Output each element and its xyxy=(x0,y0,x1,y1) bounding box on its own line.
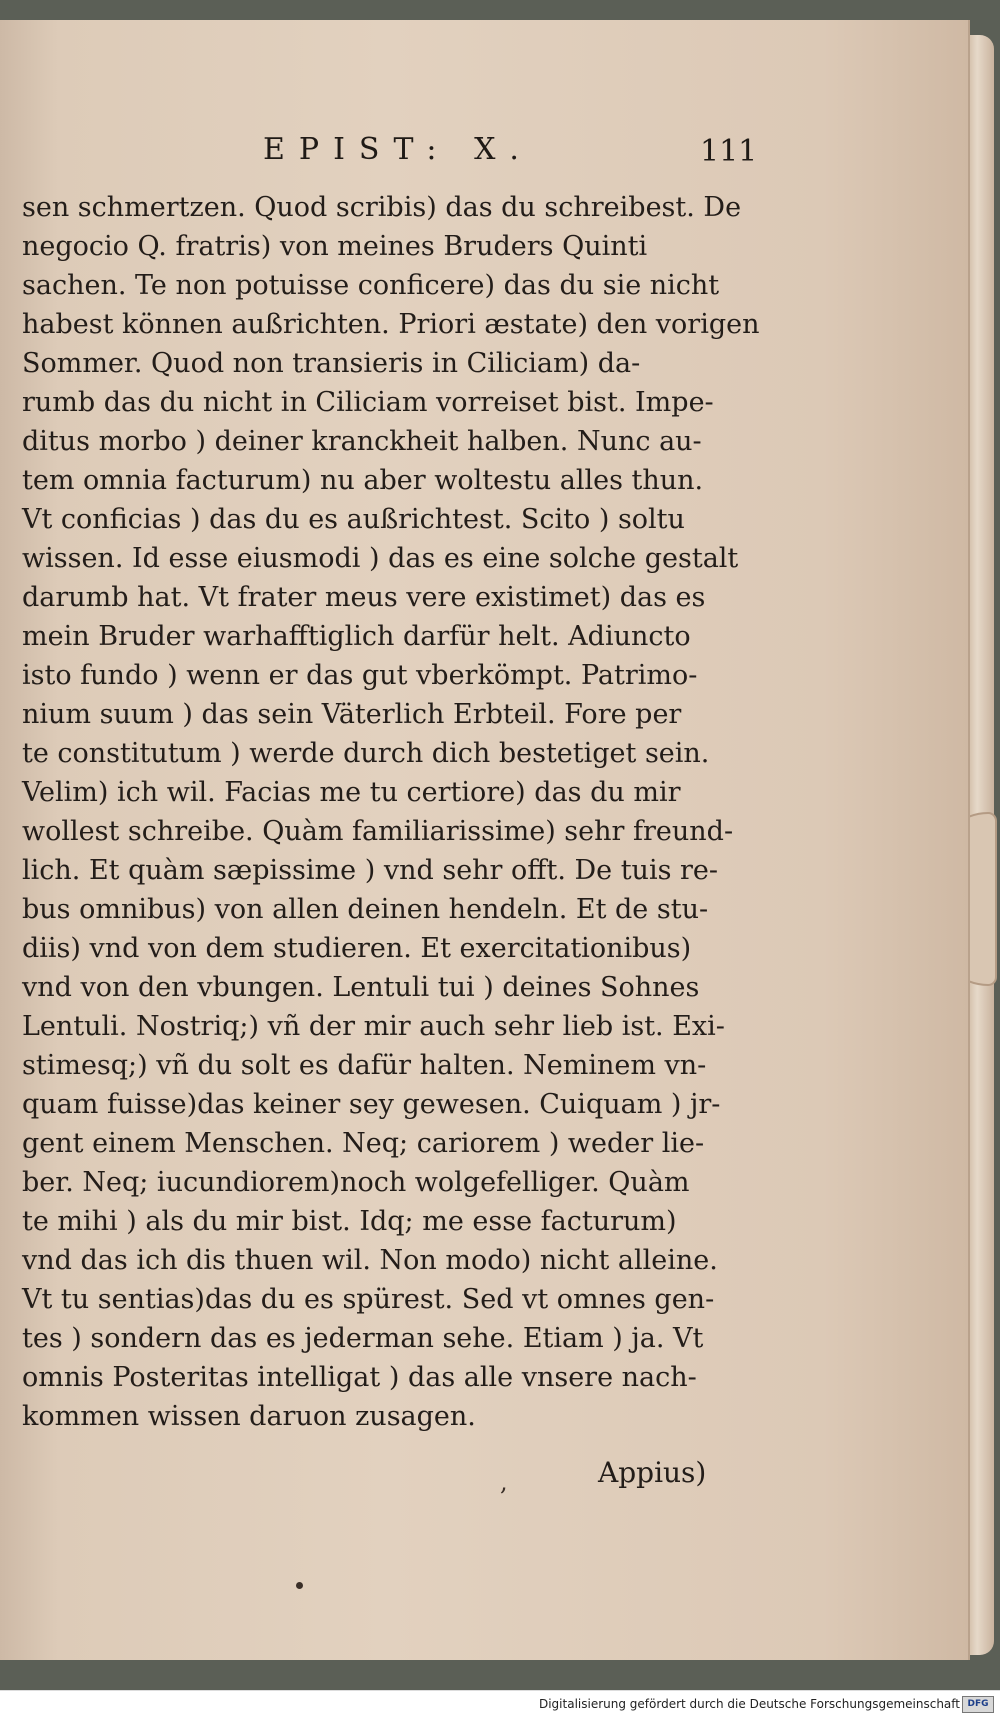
text-line: darumb hat. Vt frater meus vere existimet) das es xyxy=(22,582,706,613)
page-number: 111 xyxy=(700,134,758,169)
dfg-logo-icon: DFG xyxy=(962,1696,994,1713)
text-line: habest können außrichten. Priori æstate) den vorigen xyxy=(22,309,760,340)
body-text xyxy=(22,188,760,1436)
text-line: wissen. Id esse eiusmodi ) das es eine solche gestalt xyxy=(22,543,739,574)
text-line: te mihi ) als du mir bist. Idq; me esse facturum) xyxy=(22,1206,677,1237)
ink-spot xyxy=(296,1582,303,1589)
text-line: mein Bruder warhafftiglich darfür helt. Adiuncto xyxy=(22,621,691,652)
text-line: tes ) sondern das es jederman sehe. Etiam ) ja. Vt xyxy=(22,1323,704,1354)
running-title: EPIST: X. xyxy=(263,132,533,167)
text-line: wollest schreibe. Quàm familiarissime) sehr freund- xyxy=(22,816,734,847)
text-line: vnd das ich dis thuen wil. Non modo) nicht alleine. xyxy=(22,1245,718,1276)
text-line: rumb das du nicht in Ciliciam vorreiset bist. Impe- xyxy=(22,387,714,418)
text-line: Vt conficias ) das du es außrichtest. Scito ) soltu xyxy=(22,504,685,535)
page-header xyxy=(0,132,968,172)
text-line: kommen wissen daruon zusagen. xyxy=(22,1401,476,1432)
digitization-footer xyxy=(0,1690,1000,1720)
text-line: nium suum ) das sein Väterlich Erbteil. Fore per xyxy=(22,699,682,730)
catchword: Appius) xyxy=(598,1456,707,1489)
text-line: ditus morbo ) deiner kranckheit halben. Nunc au- xyxy=(22,426,702,457)
text-line: te constitutum ) werde durch dich bestetiget sein. xyxy=(22,738,710,769)
text-line: sen schmertzen. Quod scribis) das du schreibest. De xyxy=(22,192,742,223)
text-line: gent einem Menschen. Neq; cariorem ) weder lie- xyxy=(22,1128,705,1159)
text-line: tem omnia facturum) nu aber woltestu alles thun. xyxy=(22,465,704,496)
ink-mark: , xyxy=(500,1468,508,1496)
text-line: omnis Posteritas intelligat ) das alle vnsere nach- xyxy=(22,1362,697,1393)
text-line: negocio Q. fratris) von meines Bruders Quinti xyxy=(22,231,648,262)
text-line: diis) vnd von dem studieren. Et exercitationibus) xyxy=(22,933,692,964)
text-line: lich. Et quàm sæpissime ) vnd sehr offt. De tuis re- xyxy=(22,855,719,886)
text-line: Vt tu sentias)das du es spürest. Sed vt omnes gen- xyxy=(22,1284,715,1315)
text-line: isto fundo ) wenn er das gut vberkömpt. Patrimo- xyxy=(22,660,698,691)
text-line: ber. Neq; iucundiorem)noch wolgefelliger. Quàm xyxy=(22,1167,690,1198)
text-line: stimesq;) vñ du solt es dafür halten. Neminem vn- xyxy=(22,1050,707,1081)
text-line: vnd von den vbungen. Lentuli tui ) deines Sohnes xyxy=(22,972,700,1003)
footer-credit: Digitalisierung gefördert durch die Deutsche Forschungsgemeinschaft xyxy=(538,1697,960,1711)
text-line: Sommer. Quod non transieris in Ciliciam) da- xyxy=(22,348,641,379)
text-line: sachen. Te non potuisse conficere) das du sie nicht xyxy=(22,270,720,301)
text-line: quam fuisse)das keiner sey gewesen. Cuiquam ) jr- xyxy=(22,1089,721,1120)
text-line: Velim) ich wil. Facias me tu certiore) das du mir xyxy=(22,777,681,808)
book-page xyxy=(0,20,970,1660)
text-line: bus omnibus) von allen deinen hendeln. Et de stu- xyxy=(22,894,709,925)
text-line: Lentuli. Nostriq;) vñ der mir auch sehr lieb ist. Exi- xyxy=(22,1011,725,1042)
